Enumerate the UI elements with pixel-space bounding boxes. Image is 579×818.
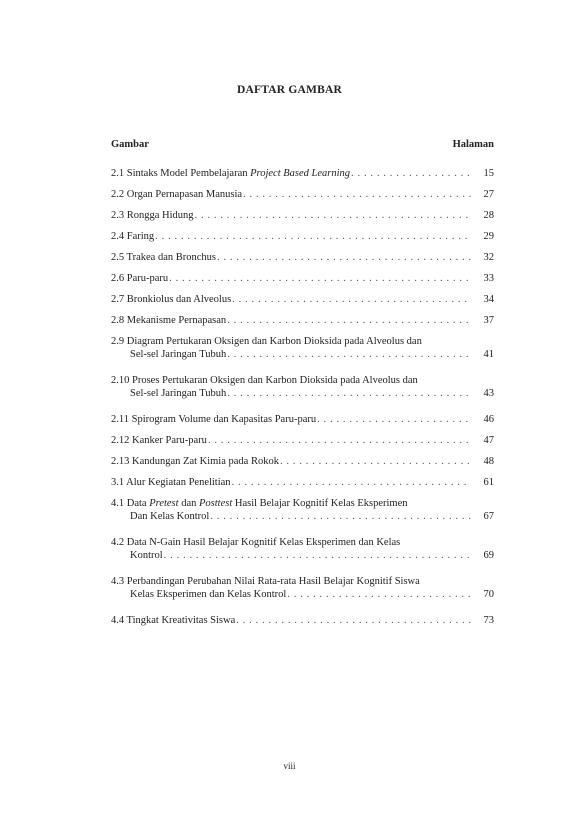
figure-page-number: 27 [483,189,494,200]
figure-page-number: 41 [483,349,494,360]
figure-list-item [111,188,494,201]
figure-page-number: 67 [483,511,494,522]
figure-list-item [111,476,494,489]
figure-caption [111,314,226,327]
figure-list-line [111,588,494,601]
figure-list-line [111,272,494,285]
figure-list-line [111,167,494,180]
caption-text: 2.9 Diagram Pertukaran Oksigen dan Karbon Dioksida pada Alveolus dan [111,336,422,347]
figure-list-item [111,209,494,222]
dot-leader [227,348,471,361]
figure-caption [130,588,286,601]
caption-text: dan [178,498,199,509]
caption-text: Sel-sel Jaringan Tubuh [130,349,227,360]
figure-caption [111,575,420,588]
dot-leader [351,167,471,180]
figure-caption [111,209,194,222]
figure-list-item [111,575,494,601]
figure-list-item [111,413,494,426]
caption-text: Hasil Belajar Kognitif Kelas Eksperimen [232,498,408,509]
figure-list-line [111,413,494,426]
dot-leader [227,387,471,400]
caption-italic-text: Pretest [149,498,179,509]
figure-list-item [111,335,494,361]
figure-caption [111,614,235,627]
figure-page-number: 34 [483,294,494,305]
figure-list [111,167,494,635]
dot-leader [236,614,471,627]
figure-page-number: 43 [483,388,494,399]
figure-list-line [111,387,494,400]
figure-caption [111,497,407,510]
figure-list-item [111,614,494,627]
figure-list-line [111,209,494,222]
figure-list-line [111,188,494,201]
figure-caption [111,374,418,387]
figure-list-item [111,251,494,264]
dot-leader [210,510,471,523]
dot-leader [243,188,471,201]
caption-text: 4.1 Data [111,498,150,509]
figure-caption [130,387,226,400]
figure-list-line [111,476,494,489]
figure-caption [111,230,154,243]
caption-text: 4.4 Tingkat Kreativitas Siswa [111,615,236,626]
figure-list-item [111,374,494,400]
column-header-figure: Gambar [111,139,149,150]
figure-list-item [111,272,494,285]
caption-text: Kontrol [130,550,163,561]
caption-text: 2.6 Paru-paru [111,273,169,284]
figure-caption [111,272,168,285]
figure-list-line [111,293,494,306]
caption-text: 2.7 Bronkiolus dan Alveolus [111,294,232,305]
caption-text: 2.3 Rongga Hidung [111,210,194,221]
figure-page-number: 69 [483,550,494,561]
caption-text: 2.1 Sintaks Model Pembelajaran [111,168,251,179]
page-number: viii [283,761,296,771]
figure-list-line [111,335,494,348]
figure-page-number: 73 [483,615,494,626]
figure-caption [111,455,279,468]
caption-text: 3.1 Alur Kegiatan Penelitian [111,477,231,488]
figure-list-line [111,575,494,588]
figure-caption [111,536,400,549]
caption-italic-text: Project Based Learning [250,168,351,179]
caption-italic-text: Posttest [198,498,233,509]
dot-leader [280,455,471,468]
figure-caption [111,251,216,264]
figure-list-item [111,434,494,447]
caption-text: Kelas Eksperimen dan Kelas Kontrol [130,589,287,600]
dot-leader [208,434,471,447]
figure-caption [130,510,209,523]
dot-leader [227,314,471,327]
caption-text: 2.11 Spirogram Volume dan Kapasitas Paru-paru [111,414,317,425]
figure-page-number: 47 [483,435,494,446]
figure-list-line [111,434,494,447]
figure-list-line [111,497,494,510]
caption-text: 2.2 Organ Pernapasan Manusia [111,189,243,200]
dot-leader [317,413,471,426]
caption-text: 2.5 Trakea dan Bronchus [111,252,216,263]
figure-list-item [111,536,494,562]
figure-list-line [111,549,494,562]
figure-list-item [111,230,494,243]
caption-text: 2.4 Faring [111,231,155,242]
figure-caption [111,413,316,426]
figure-page-number: 61 [483,477,494,488]
dot-leader [217,251,471,264]
dot-leader [164,549,471,562]
figure-list-item [111,497,494,523]
figure-caption [111,335,422,348]
caption-text: 2.13 Kandungan Zat Kimia pada Rokok [111,456,279,467]
figure-page-number: 37 [483,315,494,326]
dot-leader [287,588,471,601]
figure-caption [111,434,207,447]
caption-text: 2.8 Mekanisme Pernapasan [111,315,227,326]
figure-caption [130,348,226,361]
caption-text: 2.10 Proses Pertukaran Oksigen dan Karbon Dioksida pada Alveolus dan [111,375,418,386]
dot-leader [232,476,471,489]
column-header-page: Halaman [452,139,494,150]
figure-list-line [111,374,494,387]
figure-list-line [111,314,494,327]
caption-text: Sel-sel Jaringan Tubuh [130,388,227,399]
figure-list-line [111,251,494,264]
figure-page-number: 32 [483,252,494,263]
figure-list-item [111,314,494,327]
caption-text: Dan Kelas Kontrol [130,511,210,522]
figure-page-number: 46 [483,414,494,425]
caption-text: 4.3 Perbandingan Perubahan Nilai Rata-rata Hasil Belajar Kognitif Siswa [111,576,420,587]
dot-leader [169,272,471,285]
figure-page-number: 15 [483,168,494,179]
figure-page-number: 28 [483,210,494,221]
caption-text: 4.2 Data N-Gain Hasil Belajar Kognitif Kelas Eksperimen dan Kelas [111,537,401,548]
figure-page-number: 29 [483,231,494,242]
figure-page-number: 70 [483,589,494,600]
caption-text: 2.12 Kanker Paru-paru [111,435,207,446]
figure-list-item [111,455,494,468]
figure-page-number: 33 [483,273,494,284]
figure-list-line [111,536,494,549]
figure-caption [111,476,231,489]
figure-caption [130,549,163,562]
page-title: DAFTAR GAMBAR [237,84,342,96]
figure-caption [111,167,350,180]
figure-list-line [111,455,494,468]
figure-list-line [111,230,494,243]
figure-caption [111,188,242,201]
figure-page-number: 48 [483,456,494,467]
figure-list-item [111,293,494,306]
figure-list-item [111,167,494,180]
figure-list-line [111,614,494,627]
figure-list-line [111,348,494,361]
figure-caption [111,293,231,306]
figure-list-line [111,510,494,523]
dot-leader [195,209,471,222]
dot-leader [232,293,471,306]
dot-leader [155,230,471,243]
